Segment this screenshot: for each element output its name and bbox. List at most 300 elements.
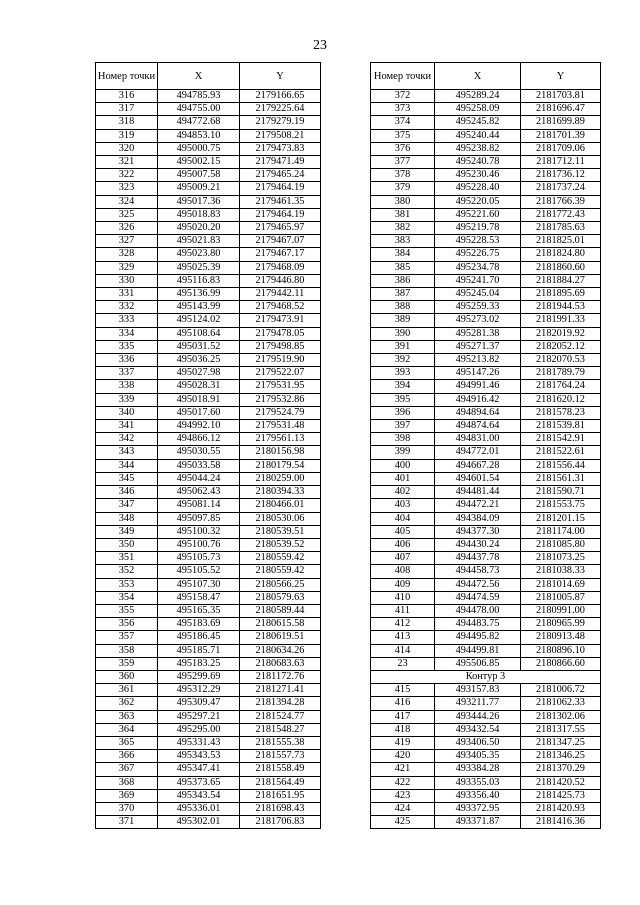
point-number-cell: 327 — [96, 235, 158, 248]
point-number-cell: 424 — [371, 802, 435, 815]
x-coordinate-cell: 495506.85 — [435, 657, 521, 670]
x-coordinate-cell: 495017.60 — [158, 406, 240, 419]
y-coordinate-cell: 2181620.12 — [521, 393, 601, 406]
point-number-cell: 378 — [371, 169, 435, 182]
table-row — [371, 446, 601, 459]
y-coordinate-cell: 2181539.81 — [521, 420, 601, 433]
y-coordinate-cell: 2182052.12 — [521, 340, 601, 353]
table-row — [96, 631, 321, 644]
point-number-cell: 335 — [96, 340, 158, 353]
x-coordinate-cell: 495309.47 — [158, 697, 240, 710]
x-coordinate-cell: 493211.77 — [435, 697, 521, 710]
x-coordinate-cell: 495107.30 — [158, 578, 240, 591]
y-coordinate-cell: 2180530.06 — [240, 512, 321, 525]
x-coordinate-cell: 493372.95 — [435, 802, 521, 815]
point-number-cell: 391 — [371, 340, 435, 353]
table-row — [371, 314, 601, 327]
x-coordinate-cell: 494772.01 — [435, 446, 521, 459]
y-coordinate-cell: 2179471.49 — [240, 156, 321, 169]
table-row — [371, 631, 601, 644]
y-coordinate-cell: 2181555.38 — [240, 736, 321, 749]
page-number: 23 — [313, 38, 327, 53]
x-coordinate-cell: 494472.21 — [435, 499, 521, 512]
section-row — [371, 670, 601, 683]
x-coordinate-cell: 495018.91 — [158, 393, 240, 406]
table-row — [96, 433, 321, 446]
y-coordinate-cell: 2179467.17 — [240, 248, 321, 261]
header-x: X — [435, 63, 521, 90]
point-number-cell: 397 — [371, 420, 435, 433]
x-coordinate-cell: 495147.26 — [435, 367, 521, 380]
point-number-cell: 381 — [371, 208, 435, 221]
table-row — [371, 697, 601, 710]
y-coordinate-cell: 2180539.51 — [240, 525, 321, 538]
y-coordinate-cell: 2181651.95 — [240, 789, 321, 802]
point-number-cell: 329 — [96, 261, 158, 274]
point-number-cell: 325 — [96, 208, 158, 221]
point-number-cell: 345 — [96, 472, 158, 485]
point-number-cell: 385 — [371, 261, 435, 274]
y-coordinate-cell: 2179461.35 — [240, 195, 321, 208]
table-row — [96, 195, 321, 208]
y-coordinate-cell: 2180466.01 — [240, 499, 321, 512]
y-coordinate-cell: 2181370.29 — [521, 763, 601, 776]
x-coordinate-cell: 495343.53 — [158, 750, 240, 763]
x-coordinate-cell: 495105.73 — [158, 552, 240, 565]
y-coordinate-cell: 2179508.21 — [240, 129, 321, 142]
table-row — [96, 578, 321, 591]
x-coordinate-cell: 495238.82 — [435, 142, 521, 155]
y-coordinate-cell: 2179225.64 — [240, 103, 321, 116]
x-coordinate-cell: 494866.12 — [158, 433, 240, 446]
point-number-cell: 357 — [96, 631, 158, 644]
x-coordinate-cell: 495186.45 — [158, 631, 240, 644]
table-row — [96, 499, 321, 512]
point-number-cell: 407 — [371, 552, 435, 565]
point-number-cell: 384 — [371, 248, 435, 261]
point-number-cell: 380 — [371, 195, 435, 208]
x-coordinate-cell: 494874.64 — [435, 420, 521, 433]
table-row — [371, 525, 601, 538]
point-number-cell: 425 — [371, 816, 435, 829]
x-coordinate-cell: 493444.26 — [435, 710, 521, 723]
table-row — [96, 565, 321, 578]
y-coordinate-cell: 2179279.19 — [240, 116, 321, 129]
point-number-cell: 333 — [96, 314, 158, 327]
point-number-cell: 422 — [371, 776, 435, 789]
table-row — [371, 723, 601, 736]
table-row — [96, 103, 321, 116]
point-number-cell: 413 — [371, 631, 435, 644]
y-coordinate-cell: 2179522.07 — [240, 367, 321, 380]
point-number-cell: 411 — [371, 604, 435, 617]
point-number-cell: 421 — [371, 763, 435, 776]
x-coordinate-cell: 495302.01 — [158, 816, 240, 829]
table-row — [371, 288, 601, 301]
x-coordinate-cell: 494483.75 — [435, 618, 521, 631]
table-row — [96, 182, 321, 195]
x-coordinate-cell: 495027.98 — [158, 367, 240, 380]
point-number-cell: 369 — [96, 789, 158, 802]
point-number-cell: 423 — [371, 789, 435, 802]
y-coordinate-cell: 2181703.81 — [521, 90, 601, 103]
point-number-cell: 420 — [371, 750, 435, 763]
y-coordinate-cell: 2181542.91 — [521, 433, 601, 446]
table-row — [371, 380, 601, 393]
x-coordinate-cell: 495258.09 — [435, 103, 521, 116]
x-coordinate-cell: 494458.73 — [435, 565, 521, 578]
y-coordinate-cell: 2181737.24 — [521, 182, 601, 195]
x-coordinate-cell: 495336.01 — [158, 802, 240, 815]
point-number-cell: 405 — [371, 525, 435, 538]
x-coordinate-cell: 495143.99 — [158, 301, 240, 314]
point-number-cell: 370 — [96, 802, 158, 815]
table-row — [371, 618, 601, 631]
x-coordinate-cell: 495245.82 — [435, 116, 521, 129]
y-coordinate-cell: 2181884.27 — [521, 274, 601, 287]
y-coordinate-cell: 2181991.33 — [521, 314, 601, 327]
table-row — [371, 710, 601, 723]
table-row — [96, 763, 321, 776]
x-coordinate-cell: 495081.14 — [158, 499, 240, 512]
x-coordinate-cell: 493384.28 — [435, 763, 521, 776]
table-row — [371, 472, 601, 485]
x-coordinate-cell: 495228.40 — [435, 182, 521, 195]
y-coordinate-cell: 2180615.58 — [240, 618, 321, 631]
point-number-cell: 322 — [96, 169, 158, 182]
table-row — [96, 459, 321, 472]
point-number-cell: 373 — [371, 103, 435, 116]
y-coordinate-cell: 2181944.53 — [521, 301, 601, 314]
table-row — [371, 248, 601, 261]
table-row — [371, 552, 601, 565]
y-coordinate-cell: 2181522.61 — [521, 446, 601, 459]
x-coordinate-cell: 493356.40 — [435, 789, 521, 802]
y-coordinate-cell: 2180965.99 — [521, 618, 601, 631]
y-coordinate-cell: 2181766.39 — [521, 195, 601, 208]
point-number-cell: 418 — [371, 723, 435, 736]
y-coordinate-cell: 2181895.69 — [521, 288, 601, 301]
table-row — [371, 578, 601, 591]
x-coordinate-cell: 494755.00 — [158, 103, 240, 116]
table-row — [96, 116, 321, 129]
x-coordinate-cell: 495297.21 — [158, 710, 240, 723]
y-coordinate-cell: 2181524.77 — [240, 710, 321, 723]
x-coordinate-cell: 495036.25 — [158, 354, 240, 367]
y-coordinate-cell: 2180634.26 — [240, 644, 321, 657]
point-number-cell: 316 — [96, 90, 158, 103]
table-row — [96, 644, 321, 657]
table-row — [96, 208, 321, 221]
y-coordinate-cell: 2181698.43 — [240, 802, 321, 815]
x-coordinate-cell: 494430.24 — [435, 538, 521, 551]
table-row — [371, 406, 601, 419]
y-coordinate-cell: 2181420.93 — [521, 802, 601, 815]
table-row — [96, 750, 321, 763]
y-coordinate-cell: 2179465.24 — [240, 169, 321, 182]
table-row — [96, 697, 321, 710]
point-number-cell: 347 — [96, 499, 158, 512]
point-number-cell: 417 — [371, 710, 435, 723]
y-coordinate-cell: 2179166.65 — [240, 90, 321, 103]
table-row — [371, 261, 601, 274]
point-number-cell: 406 — [371, 538, 435, 551]
y-coordinate-cell: 2181696.47 — [521, 103, 601, 116]
y-coordinate-cell: 2181174.00 — [521, 525, 601, 538]
x-coordinate-cell: 495002.15 — [158, 156, 240, 169]
x-coordinate-cell: 495259.33 — [435, 301, 521, 314]
point-number-cell: 376 — [371, 142, 435, 155]
table-row — [96, 684, 321, 697]
point-number-cell: 377 — [371, 156, 435, 169]
y-coordinate-cell: 2180991.00 — [521, 604, 601, 617]
point-number-cell: 343 — [96, 446, 158, 459]
table-row — [96, 340, 321, 353]
y-coordinate-cell: 2181346.25 — [521, 750, 601, 763]
y-coordinate-cell: 2179465.97 — [240, 222, 321, 235]
y-coordinate-cell: 2179524.79 — [240, 406, 321, 419]
x-coordinate-cell: 495028.31 — [158, 380, 240, 393]
x-coordinate-cell: 495183.25 — [158, 657, 240, 670]
table-row — [96, 710, 321, 723]
y-coordinate-cell: 2179498.85 — [240, 340, 321, 353]
point-number-cell: 374 — [371, 116, 435, 129]
y-coordinate-cell: 2180259.00 — [240, 472, 321, 485]
point-number-cell: 338 — [96, 380, 158, 393]
y-coordinate-cell: 2179468.09 — [240, 261, 321, 274]
table-row — [96, 248, 321, 261]
y-coordinate-cell: 2181699.89 — [521, 116, 601, 129]
y-coordinate-cell: 2181764.24 — [521, 380, 601, 393]
table-row — [96, 354, 321, 367]
point-number-cell: 408 — [371, 565, 435, 578]
y-coordinate-cell: 2181394.28 — [240, 697, 321, 710]
y-coordinate-cell: 2181706.83 — [240, 816, 321, 829]
point-number-cell: 393 — [371, 367, 435, 380]
table-row — [96, 486, 321, 499]
table-header-row — [371, 63, 601, 90]
table-row — [96, 802, 321, 815]
y-coordinate-cell: 2181553.75 — [521, 499, 601, 512]
y-coordinate-cell: 2179464.19 — [240, 182, 321, 195]
y-coordinate-cell: 2180866.60 — [521, 657, 601, 670]
x-coordinate-cell: 495025.39 — [158, 261, 240, 274]
point-number-cell: 410 — [371, 591, 435, 604]
table-row — [96, 261, 321, 274]
x-coordinate-cell: 493355.03 — [435, 776, 521, 789]
point-number-cell: 382 — [371, 222, 435, 235]
table-row — [96, 736, 321, 749]
point-number-cell: 353 — [96, 578, 158, 591]
y-coordinate-cell: 2179442.11 — [240, 288, 321, 301]
right-table-body-a — [371, 90, 601, 671]
table-row — [96, 142, 321, 155]
table-row — [371, 565, 601, 578]
point-number-cell: 392 — [371, 354, 435, 367]
y-coordinate-cell: 2181561.31 — [521, 472, 601, 485]
table-row — [96, 591, 321, 604]
y-coordinate-cell: 2180683.63 — [240, 657, 321, 670]
table-row — [96, 314, 321, 327]
table-row — [371, 222, 601, 235]
x-coordinate-cell: 494992.10 — [158, 420, 240, 433]
table-row — [371, 591, 601, 604]
y-coordinate-cell: 2181590.71 — [521, 486, 601, 499]
table-row — [371, 750, 601, 763]
y-coordinate-cell: 2181014.69 — [521, 578, 601, 591]
x-coordinate-cell: 493432.54 — [435, 723, 521, 736]
table-row — [371, 156, 601, 169]
table-row — [96, 301, 321, 314]
x-coordinate-cell: 495289.24 — [435, 90, 521, 103]
y-coordinate-cell: 2179532.86 — [240, 393, 321, 406]
table-row — [96, 235, 321, 248]
point-number-cell: 402 — [371, 486, 435, 499]
y-coordinate-cell: 2181772.43 — [521, 208, 601, 221]
table-row — [371, 367, 601, 380]
table-row — [371, 169, 601, 182]
x-coordinate-cell: 494377.30 — [435, 525, 521, 538]
point-number-cell: 323 — [96, 182, 158, 195]
point-number-cell: 400 — [371, 459, 435, 472]
x-coordinate-cell: 495017.36 — [158, 195, 240, 208]
point-number-cell: 334 — [96, 327, 158, 340]
table-row — [371, 116, 601, 129]
x-coordinate-cell: 494785.93 — [158, 90, 240, 103]
table-row — [96, 274, 321, 287]
x-coordinate-cell: 495097.85 — [158, 512, 240, 525]
y-coordinate-cell: 2181085.80 — [521, 538, 601, 551]
y-coordinate-cell: 2180559.42 — [240, 565, 321, 578]
table-row — [371, 327, 601, 340]
x-coordinate-cell: 495273.02 — [435, 314, 521, 327]
y-coordinate-cell: 2181557.73 — [240, 750, 321, 763]
x-coordinate-cell: 495124.02 — [158, 314, 240, 327]
table-row — [371, 90, 601, 103]
point-number-cell: 362 — [96, 697, 158, 710]
table-row — [371, 499, 601, 512]
table-row — [371, 776, 601, 789]
x-coordinate-cell: 494437.78 — [435, 552, 521, 565]
table-row — [96, 618, 321, 631]
table-row — [96, 406, 321, 419]
table-row — [371, 657, 601, 670]
x-coordinate-cell: 494495.82 — [435, 631, 521, 644]
x-coordinate-cell: 494384.09 — [435, 512, 521, 525]
x-coordinate-cell: 495108.64 — [158, 327, 240, 340]
y-coordinate-cell: 2181548.27 — [240, 723, 321, 736]
y-coordinate-cell: 2181564.49 — [240, 776, 321, 789]
x-coordinate-cell: 495234.78 — [435, 261, 521, 274]
point-number-cell: 398 — [371, 433, 435, 446]
point-number-cell: 375 — [371, 129, 435, 142]
point-number-cell: 387 — [371, 288, 435, 301]
table-row — [96, 538, 321, 551]
point-number-cell: 318 — [96, 116, 158, 129]
point-number-cell: 319 — [96, 129, 158, 142]
point-number-cell: 419 — [371, 736, 435, 749]
point-number-cell: 350 — [96, 538, 158, 551]
x-coordinate-cell: 493406.50 — [435, 736, 521, 749]
x-coordinate-cell: 495241.70 — [435, 274, 521, 287]
point-number-cell: 368 — [96, 776, 158, 789]
x-coordinate-cell: 494772.68 — [158, 116, 240, 129]
point-number-cell: 23 — [371, 657, 435, 670]
point-number-cell: 351 — [96, 552, 158, 565]
y-coordinate-cell: 2181006.72 — [521, 684, 601, 697]
x-coordinate-cell: 495331.43 — [158, 736, 240, 749]
y-coordinate-cell: 2179468.52 — [240, 301, 321, 314]
y-coordinate-cell: 2180539.52 — [240, 538, 321, 551]
point-number-cell: 386 — [371, 274, 435, 287]
y-coordinate-cell: 2179478.05 — [240, 327, 321, 340]
table-row — [371, 420, 601, 433]
x-coordinate-cell: 494601.54 — [435, 472, 521, 485]
y-coordinate-cell: 2181038.33 — [521, 565, 601, 578]
point-number-cell: 336 — [96, 354, 158, 367]
x-coordinate-cell: 495009.21 — [158, 182, 240, 195]
point-number-cell: 360 — [96, 670, 158, 683]
point-number-cell: 396 — [371, 406, 435, 419]
point-number-cell: 363 — [96, 710, 158, 723]
y-coordinate-cell: 2179473.91 — [240, 314, 321, 327]
point-number-cell: 414 — [371, 644, 435, 657]
table-row — [371, 538, 601, 551]
y-coordinate-cell: 2179561.13 — [240, 433, 321, 446]
y-coordinate-cell: 2181701.39 — [521, 129, 601, 142]
table-row — [96, 657, 321, 670]
right-table-body-b — [371, 684, 601, 829]
table-header-row — [96, 63, 321, 90]
point-number-cell: 359 — [96, 657, 158, 670]
y-coordinate-cell: 2181789.79 — [521, 367, 601, 380]
y-coordinate-cell: 2181558.49 — [240, 763, 321, 776]
y-coordinate-cell: 2180913.48 — [521, 631, 601, 644]
table-row — [371, 301, 601, 314]
table-row — [96, 380, 321, 393]
point-number-cell: 332 — [96, 301, 158, 314]
table-row — [371, 789, 601, 802]
point-number-cell: 348 — [96, 512, 158, 525]
x-coordinate-cell: 495347.41 — [158, 763, 240, 776]
point-number-cell: 361 — [96, 684, 158, 697]
y-coordinate-cell: 2181347.25 — [521, 736, 601, 749]
x-coordinate-cell: 495158.47 — [158, 591, 240, 604]
x-coordinate-cell: 495183.69 — [158, 618, 240, 631]
table-row — [371, 195, 601, 208]
y-coordinate-cell: 2181824.80 — [521, 248, 601, 261]
table-row — [371, 684, 601, 697]
x-coordinate-cell: 495228.53 — [435, 235, 521, 248]
section-label: Контур 3 — [371, 670, 601, 683]
x-coordinate-cell: 495023.80 — [158, 248, 240, 261]
table-row — [371, 235, 601, 248]
x-coordinate-cell: 495020.20 — [158, 222, 240, 235]
y-coordinate-cell: 2181712.11 — [521, 156, 601, 169]
x-coordinate-cell: 495240.44 — [435, 129, 521, 142]
y-coordinate-cell: 2180156.98 — [240, 446, 321, 459]
table-row — [371, 816, 601, 829]
y-coordinate-cell: 2181860.60 — [521, 261, 601, 274]
x-coordinate-cell: 494478.00 — [435, 604, 521, 617]
point-number-cell: 403 — [371, 499, 435, 512]
x-coordinate-cell: 495021.83 — [158, 235, 240, 248]
x-coordinate-cell: 495373.65 — [158, 776, 240, 789]
table-row — [371, 103, 601, 116]
point-number-cell: 379 — [371, 182, 435, 195]
point-number-cell: 367 — [96, 763, 158, 776]
point-number-cell: 365 — [96, 736, 158, 749]
